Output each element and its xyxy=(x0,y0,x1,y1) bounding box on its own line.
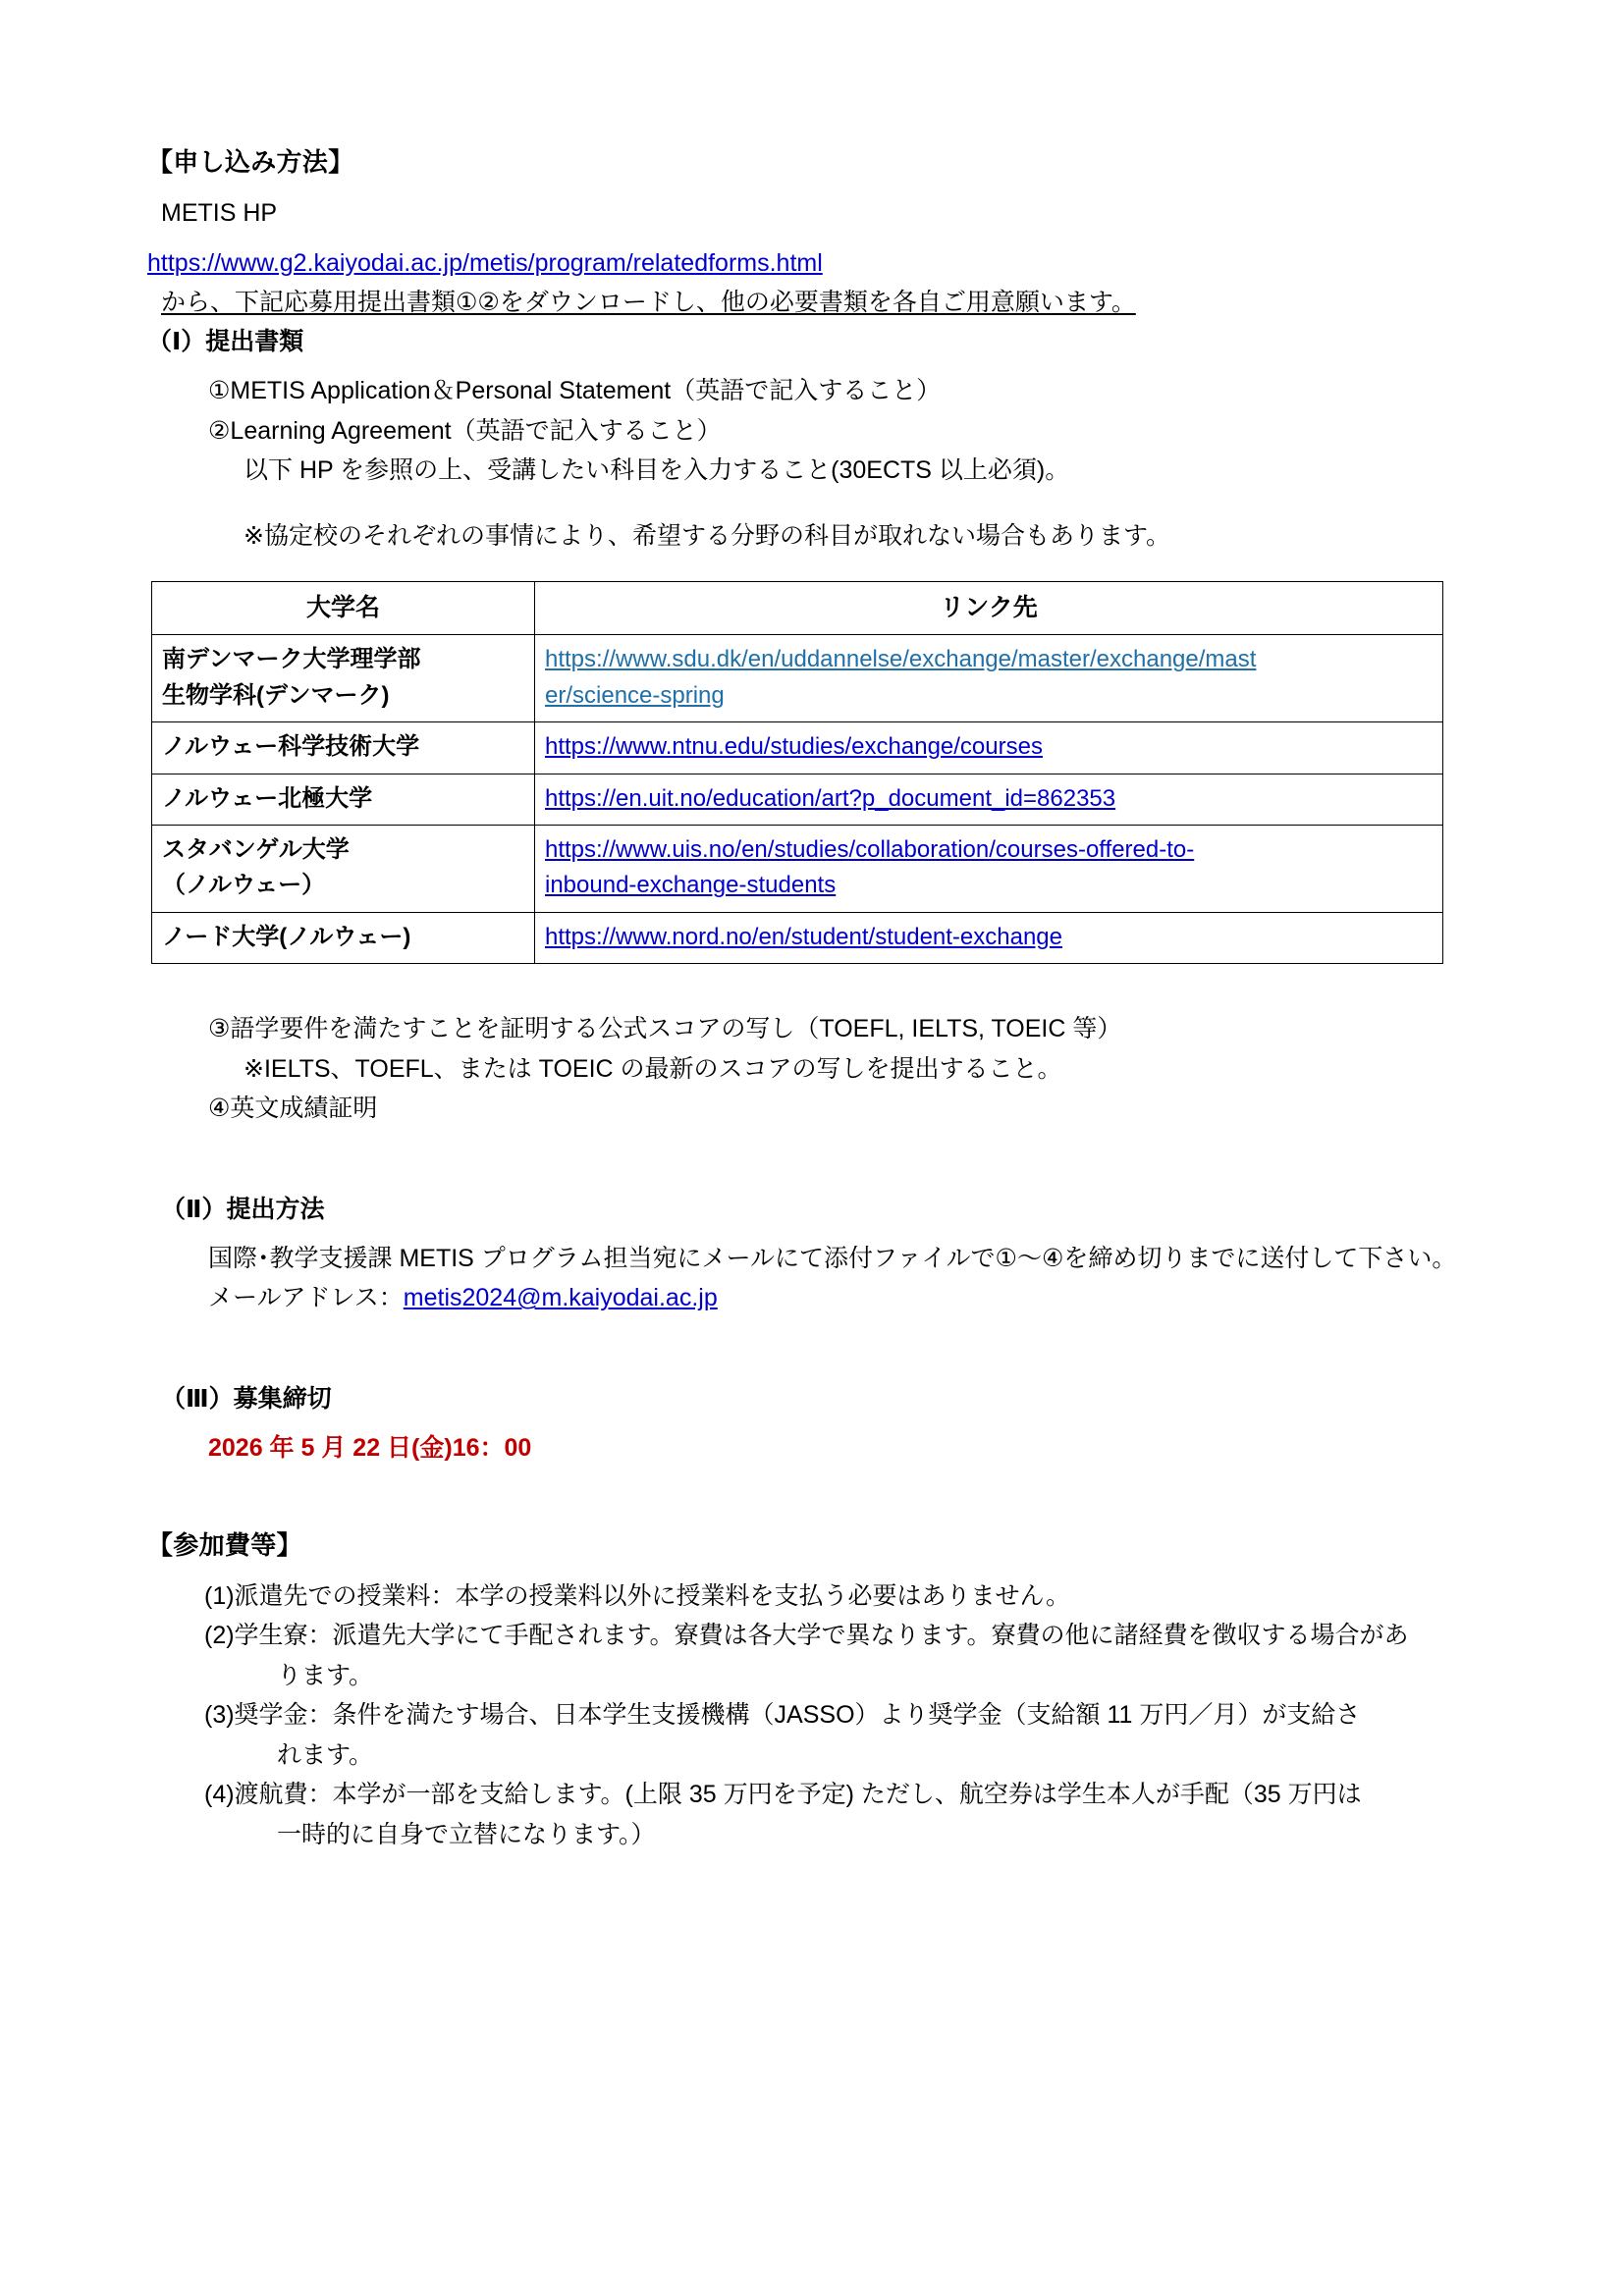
university-link-line-1[interactable]: https://www.uis.no/en/studies/collaboration/courses-offered-to- xyxy=(545,835,1195,863)
university-name-cell xyxy=(152,635,535,722)
spacer xyxy=(147,1129,1477,1190)
university-link-line-1[interactable]: https://en.uit.no/education/art?p_document_id=862353 xyxy=(545,784,1116,812)
metis-hp-url-link[interactable]: https://www.g2.kaiyodai.ac.jp/metis/program/relatedforms.html xyxy=(147,248,823,277)
submission-item-2: ②Learning Agreement（英語で記入すること） xyxy=(208,416,722,445)
fee-item-3-continuation: れます。 xyxy=(277,1740,374,1769)
table-header-row xyxy=(152,582,1443,635)
fee-item-2-continuation: ります。 xyxy=(277,1661,374,1689)
fees-heading: 【参加費等】 xyxy=(147,1529,302,1560)
spacer xyxy=(147,1418,1477,1428)
university-name-line-2: （ノルウェー） xyxy=(162,872,326,899)
spacer xyxy=(147,556,1477,581)
section-1-title: （Ⅰ）提出書類 xyxy=(147,328,304,356)
university-link-line-1[interactable]: https://www.sdu.dk/en/uddannelse/exchange/master/exchange/mast xyxy=(545,646,1257,673)
university-link-line-1[interactable]: https://www.nord.no/en/student/student-exchange xyxy=(545,923,1063,950)
submission-item-3-note: ※IELTS、TOEFL、または TOEIC の最新のスコアの写しを提出すること。 xyxy=(244,1054,1062,1083)
spacer xyxy=(147,234,1477,243)
university-link-cell xyxy=(535,912,1443,963)
university-link-line-2[interactable]: inbound-exchange-students xyxy=(545,872,837,899)
fee-item-2: (2)学生寮：派遣先大学にて手配されます。寮費は各大学で異なります。寮費の他に諸経費を徴収する場合があ xyxy=(204,1622,1409,1650)
agreement-caution-note: ※協定校のそれぞれの事情により、希望する分野の科目が取れない場合もあります。 xyxy=(244,521,1170,550)
spacer xyxy=(147,1318,1477,1379)
metis-hp-label: METIS HP xyxy=(161,199,278,228)
table-row xyxy=(152,825,1443,912)
download-note xyxy=(147,283,1477,323)
submission-item-2-note: 以下 HP を参照の上、受講したい科目を入力すること(30ECTS 以上必須)。 xyxy=(244,456,1070,485)
spacer xyxy=(147,491,1477,516)
fee-item-1: (1)派遣先での授業料：本学の授業料以外に授業料を支払う必要はありません。 xyxy=(204,1581,1071,1610)
university-name-line-1: 南デンマーク大学理学部 xyxy=(162,646,421,673)
fee-item-4: (4)渡航費：本学が一部を支給します。(上限 35 万円を予定) ただし、航空券は学生本人が手配（35 万円は xyxy=(204,1781,1362,1809)
table-row xyxy=(152,912,1443,963)
university-link-line-1[interactable]: https://www.ntnu.edu/studies/exchange/courses xyxy=(545,733,1043,761)
university-name-cell xyxy=(152,825,535,912)
email-address-link[interactable]: metis2024@m.kaiyodai.ac.jp xyxy=(403,1284,718,1312)
university-link-cell xyxy=(535,825,1443,912)
download-note-text: から、下記応募用提出書類①②をダウンロードし、他の必要書類を各自ご用意願います。 xyxy=(161,288,1136,316)
application-deadline: 2026 年 5 月 22 日(金)16：00 xyxy=(208,1433,532,1462)
spacer xyxy=(147,1468,1477,1528)
email-label: メールアドレス： xyxy=(208,1284,404,1312)
submission-item-4: ④英文成績証明 xyxy=(208,1095,378,1123)
university-name-cell: ノルウェー北極大学 xyxy=(152,774,535,825)
table-row xyxy=(152,774,1443,825)
spacer xyxy=(147,1229,1477,1239)
column-header-link: リンク先 xyxy=(535,582,1443,635)
university-link-cell xyxy=(535,774,1443,825)
metis-hp-url-wrap xyxy=(147,243,1477,283)
university-link-cell xyxy=(535,635,1443,722)
column-header-university: 大学名 xyxy=(152,582,535,635)
table-row xyxy=(152,722,1443,774)
spacer xyxy=(147,964,1477,1009)
submission-item-1: ①METIS Application＆Personal Statement（英語で記入すること） xyxy=(208,377,942,405)
university-link-line-2[interactable]: er/science-spring xyxy=(545,681,725,709)
fee-item-4-continuation: 一時的に自身で立替になります。） xyxy=(277,1820,656,1848)
section-3-title: （Ⅲ）募集締切 xyxy=(161,1384,332,1413)
spacer xyxy=(147,361,1477,371)
email-row xyxy=(147,1278,1477,1318)
table-row xyxy=(152,635,1443,722)
university-name-cell: ノルウェー科学技術大学 xyxy=(152,722,535,774)
partner-university-table xyxy=(151,581,1443,964)
university-name-line-2: 生物学科(デンマーク) xyxy=(162,681,390,709)
university-name-line-1: スタバンゲル大学 xyxy=(162,835,350,863)
university-link-cell xyxy=(535,722,1443,774)
section-2-title: （Ⅱ）提出方法 xyxy=(161,1195,325,1223)
university-name-cell: ノード大学(ノルウェー) xyxy=(152,912,535,963)
section-2-body: 国際･教学支援課 METIS プログラム担当宛にメールにて添付ファイルで①～④を締め切りまでに送付して下さい。 xyxy=(208,1244,1457,1272)
submission-item-3: ③語学要件を満たすことを証明する公式スコアの写し（TOEFL, IELTS, TOEIC 等） xyxy=(208,1015,1122,1043)
fee-item-3: (3)奨学金：条件を満たす場合、日本学生支援機構（JASSO）より奨学金（支給額 11 万円／月）が支給さ xyxy=(204,1701,1361,1730)
apply-method-heading: 【申し込み方法】 xyxy=(147,147,354,177)
